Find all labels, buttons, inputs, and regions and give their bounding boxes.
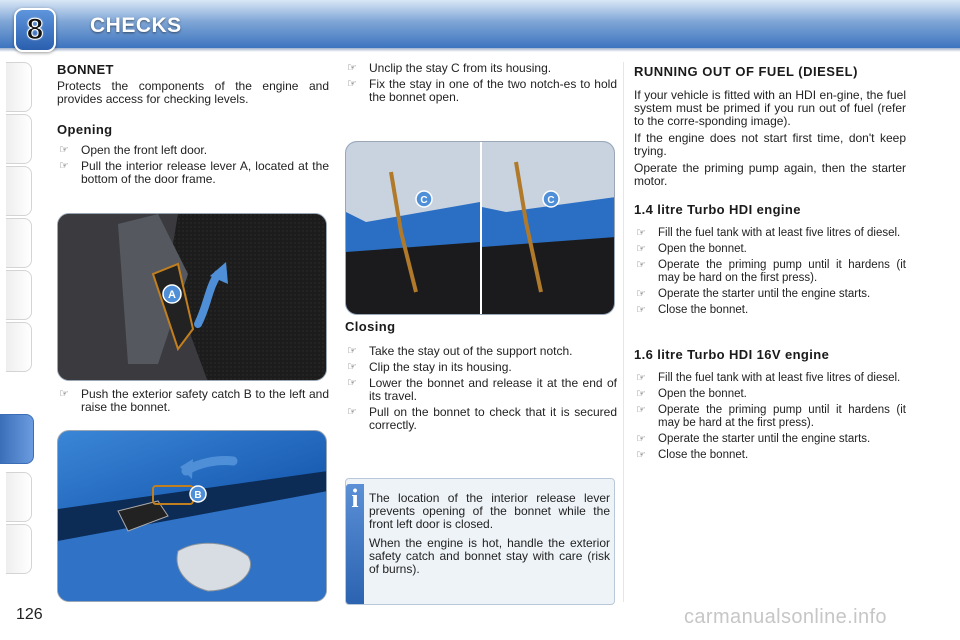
opening-steps xyxy=(57,144,329,186)
pointing-hand-icon: ☞ xyxy=(636,404,646,416)
fuel-paragraph: Operate the priming pump again, then the starter motor. xyxy=(634,161,906,188)
pointing-hand-icon: ☞ xyxy=(636,288,646,300)
release-lever-image xyxy=(57,213,327,381)
list-item: ☞ Take the stay out of the support notch. xyxy=(347,344,573,358)
info-icon: i xyxy=(346,484,364,604)
label-c-left: C xyxy=(420,195,428,206)
list-item: ☞ Unclip the stay C from its housing. xyxy=(347,61,552,75)
engine-1-steps xyxy=(634,227,906,317)
list-item: ☞ Operate the starter until the engine starts. xyxy=(636,433,871,445)
column-divider xyxy=(623,62,624,602)
pointing-hand-icon: ☞ xyxy=(636,372,646,384)
push-catch-step xyxy=(57,388,329,417)
bonnet-heading: BONNET xyxy=(57,62,114,77)
pointing-hand-icon: ☞ xyxy=(636,243,646,255)
list-item: ☞ Close the bonnet. xyxy=(636,449,749,461)
pointing-hand-icon: ☞ xyxy=(347,377,357,389)
side-tab[interactable] xyxy=(6,524,32,574)
list-item: ☞ Fill the fuel tank with at least five litres of diesel. xyxy=(636,227,901,239)
engine-1-heading: 1.4 litre Turbo HDI engine xyxy=(634,202,801,217)
side-tab-active[interactable] xyxy=(0,414,34,464)
engine-2-heading: 1.6 litre Turbo HDI 16V engine xyxy=(634,347,830,362)
safety-catch-image xyxy=(57,430,327,602)
column-bonnet xyxy=(57,62,329,189)
pointing-hand-icon: ☞ xyxy=(59,160,69,172)
list-item: ☞ Lower the bonnet and release it at the end of its travel. xyxy=(347,376,617,403)
bonnet-stay-image xyxy=(345,141,615,315)
side-tab[interactable] xyxy=(6,322,32,372)
list-item: ☞ Operate the priming pump until it hardens (it may be hard on the first press). xyxy=(636,259,906,284)
info-text xyxy=(369,492,610,582)
list-item: ☞ Clip the stay in its housing. xyxy=(347,360,512,374)
engine-2-steps xyxy=(634,372,906,462)
list-item: ☞ Pull the interior release lever A, located at the bottom of the door frame. xyxy=(59,159,329,186)
pointing-hand-icon: ☞ xyxy=(636,388,646,400)
fuel-heading: RUNNING OUT OF FUEL (DIESEL) xyxy=(634,64,858,79)
chapter-title: CHECKS xyxy=(90,14,182,37)
opening-heading: Opening xyxy=(57,122,113,137)
info-paragraph: When the engine is hot, handle the exterior safety catch and bonnet stay with care (risk of burns). xyxy=(369,536,610,576)
side-tab[interactable] xyxy=(6,166,32,216)
pointing-hand-icon: ☞ xyxy=(636,304,646,316)
list-item: ☞ Fill the fuel tank with at least five litres of diesel. xyxy=(636,372,901,384)
side-tab[interactable] xyxy=(6,62,32,112)
label-a: A xyxy=(168,289,176,301)
chapter-number: 8 xyxy=(26,13,44,46)
pointing-hand-icon: ☞ xyxy=(347,62,357,74)
pointing-hand-icon: ☞ xyxy=(347,406,357,418)
closing-heading: Closing xyxy=(345,319,396,334)
stay-steps xyxy=(345,62,617,104)
side-tab[interactable] xyxy=(6,218,32,268)
header-shadow xyxy=(0,48,960,52)
list-item: ☞ Pull on the bonnet to check that it is secured correctly. xyxy=(347,405,617,432)
closing-section xyxy=(345,319,617,435)
watermark: carmanualsonline.info xyxy=(684,606,887,628)
chapter-number-badge xyxy=(14,8,56,52)
side-tab[interactable] xyxy=(6,472,32,522)
pointing-hand-icon: ☞ xyxy=(636,259,646,271)
pointing-hand-icon: ☞ xyxy=(347,345,357,357)
list-item: ☞ Push the exterior safety catch B to the left and raise the bonnet. xyxy=(59,387,329,414)
fuel-paragraph: If your vehicle is fitted with an HDI en-gine, the fuel system must be primed if you run out of fuel (refer to the corre-sponding image). xyxy=(634,88,906,128)
label-b: B xyxy=(194,490,202,501)
list-item: ☞ Fix the stay in one of the two notch-es to hold the bonnet open. xyxy=(347,77,617,104)
pointing-hand-icon: ☞ xyxy=(636,449,646,461)
pointing-hand-icon: ☞ xyxy=(636,433,646,445)
pointing-hand-icon: ☞ xyxy=(59,388,69,400)
list-item: ☞ Operate the priming pump until it hardens (it may be hard at the first press). xyxy=(636,404,906,429)
fuel-paragraph: If the engine does not start first time, don't keep trying. xyxy=(634,131,906,158)
column-stay-and-closing xyxy=(345,62,617,107)
pointing-hand-icon: ☞ xyxy=(347,78,357,90)
bonnet-intro: Protects the components of the engine and provides access for checking levels. xyxy=(57,79,329,106)
chapter-side-tabs xyxy=(0,62,36,574)
page-number: 126 xyxy=(16,606,43,623)
pointing-hand-icon: ☞ xyxy=(59,144,69,156)
closing-steps xyxy=(345,345,617,432)
list-item: ☞ Operate the starter until the engine starts. xyxy=(636,288,871,300)
list-item: ☞ Open the bonnet. xyxy=(636,388,747,400)
pointing-hand-icon: ☞ xyxy=(347,361,357,373)
list-item: ☞ Open the bonnet. xyxy=(636,243,747,255)
info-paragraph: The location of the interior release lever prevents opening of the bonnet while the front left door is closed. xyxy=(369,491,610,531)
pointing-hand-icon: ☞ xyxy=(636,227,646,239)
side-tab[interactable] xyxy=(6,270,32,320)
label-c-right: C xyxy=(547,195,555,206)
list-item: ☞ Open the front left door. xyxy=(59,143,208,157)
list-item: ☞ Close the bonnet. xyxy=(636,304,749,316)
column-running-out-of-fuel xyxy=(634,62,906,465)
side-tab[interactable] xyxy=(6,114,32,164)
